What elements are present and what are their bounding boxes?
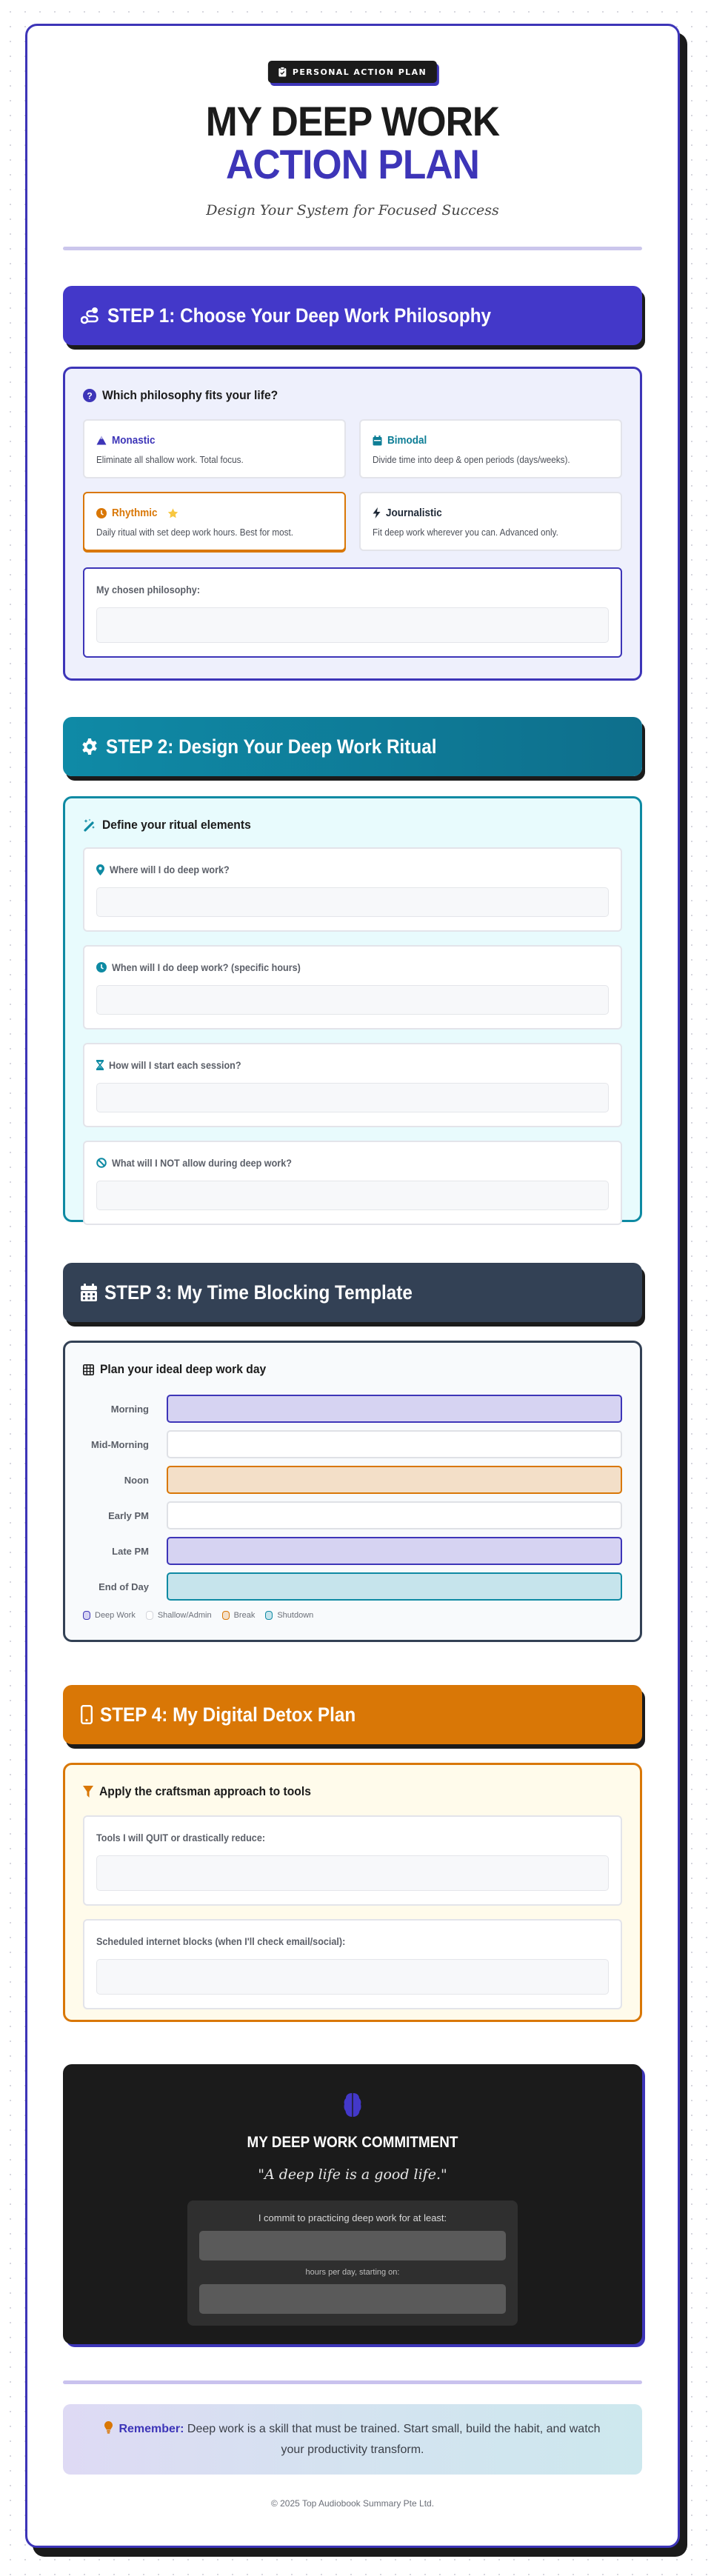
- legend-shutdown: Shutdown: [265, 1611, 313, 1620]
- page-subtitle: Design Your System for Focused Success: [206, 202, 499, 218]
- time-block-mid-morning[interactable]: [167, 1430, 622, 1458]
- clock-icon: [96, 508, 107, 518]
- ritual-field-start: How will I start each session?: [83, 1043, 622, 1127]
- lightbulb-icon: [104, 2421, 113, 2434]
- step-4-panel: [63, 1763, 642, 2022]
- time-block-row: End of Day: [83, 1572, 622, 1601]
- ritual-not-allow-input[interactable]: [96, 1181, 609, 1210]
- commitment-start-label: hours per day, starting on:: [305, 2268, 400, 2277]
- ritual-field-where: Where will I do deep work?: [83, 847, 622, 932]
- footer-divider: [63, 2380, 642, 2384]
- ritual-field-when: When will I do deep work? (specific hours): [83, 945, 622, 1030]
- step-1-header: [63, 286, 642, 345]
- time-block-end-of-day[interactable]: [167, 1572, 622, 1601]
- legend-deep-work: Deep Work: [83, 1611, 136, 1620]
- phone-icon: [81, 1705, 93, 1724]
- time-block-row: Early PM: [83, 1501, 622, 1529]
- header-divider: [63, 247, 642, 250]
- time-block-row: Morning: [83, 1395, 622, 1423]
- step-2-header: [63, 717, 642, 776]
- step-2-panel: [63, 796, 642, 1222]
- detox-internet-blocks-input[interactable]: [96, 1959, 609, 1995]
- philosophy-options: [83, 419, 622, 551]
- step-1-title: STEP 1: Choose Your Deep Work Philosophy: [107, 304, 492, 327]
- question-circle-icon: [83, 389, 96, 402]
- step-3-title: STEP 3: My Time Blocking Template: [104, 1281, 413, 1304]
- brain-icon: [344, 2092, 361, 2118]
- calendar-icon: [373, 436, 382, 446]
- remember-callout: [63, 2404, 642, 2475]
- step-4-panel-title: Apply the craftsman approach to tools: [99, 1784, 311, 1798]
- copyright: © 2025 Top Audiobook Summary Pte Ltd.: [270, 2498, 435, 2509]
- detox-quit-input[interactable]: [96, 1855, 609, 1891]
- calendar-grid-icon: [81, 1284, 97, 1301]
- title-line-1: MY DEEP WORK: [205, 98, 500, 144]
- time-block-row: Late PM: [83, 1537, 622, 1565]
- ritual-field-not-allow: What will I NOT allow during deep work?: [83, 1141, 622, 1225]
- bolt-icon: [373, 507, 381, 518]
- commitment-hours-label: I commit to practicing deep work for at least:: [258, 2212, 447, 2223]
- page-title: [86, 100, 618, 186]
- time-block-late-pm[interactable]: [167, 1537, 622, 1565]
- step-4-title: STEP 4: My Digital Detox Plan: [100, 1703, 356, 1726]
- step-1-question: ? Which philosophy fits your life?: [83, 387, 622, 404]
- philosophy-option-bimodal[interactable]: Bimodal Divide time into deep & open periods (days/weeks).: [359, 419, 622, 478]
- time-block-noon[interactable]: [167, 1466, 622, 1494]
- step-3-header: [63, 1263, 642, 1322]
- remember-label: Remember:: [118, 2423, 184, 2435]
- badge-label: PERSONAL ACTION PLAN: [292, 67, 427, 77]
- magic-wand-icon: [83, 818, 96, 832]
- clipboard-check-icon: [278, 67, 287, 77]
- svg-text:?: ?: [87, 390, 93, 401]
- clock-icon: [96, 962, 107, 972]
- step-4-header: [63, 1685, 642, 1744]
- step-2-panel-title: Define your ritual elements: [102, 818, 251, 832]
- step-3-panel-title: Plan your ideal deep work day: [100, 1362, 267, 1376]
- time-block-legend: [83, 1611, 622, 1620]
- route-icon: [81, 307, 100, 324]
- gear-icon: [81, 738, 99, 755]
- time-block-row: Noon: [83, 1466, 622, 1494]
- legend-shallow-admin: Shallow/Admin: [146, 1611, 212, 1620]
- philosophy-option-monastic[interactable]: Monastic Eliminate all shallow work. Total focus.: [83, 419, 346, 478]
- philosophy-option-journalistic[interactable]: Journalistic Fit deep work wherever you can. Advanced only.: [359, 492, 622, 551]
- hourglass-icon: [96, 1060, 104, 1070]
- star-icon: [167, 508, 178, 518]
- location-pin-icon: [96, 864, 104, 875]
- philosophy-option-rhythmic[interactable]: Rhythmic Daily ritual with set deep work hours. Best for most.: [83, 492, 346, 551]
- time-block-list: [83, 1395, 622, 1601]
- ritual-when-input[interactable]: [96, 985, 609, 1015]
- time-block-morning[interactable]: [167, 1395, 622, 1423]
- chosen-philosophy-label: My chosen philosophy:: [96, 584, 201, 595]
- remember-text: Deep work is a skill that must be trained. Start small, build the habit, and watch your productivity transform.: [184, 2423, 601, 2456]
- commitment-start-input[interactable]: [199, 2284, 506, 2314]
- detox-field-quit: Tools I will QUIT or drastically reduce:: [83, 1815, 622, 1906]
- copyright-icon: ©: [270, 2498, 278, 2509]
- ritual-where-input[interactable]: [96, 887, 609, 917]
- step-3-panel: [63, 1341, 642, 1642]
- ritual-start-input[interactable]: [96, 1083, 609, 1112]
- title-line-2: ACTION PLAN: [226, 141, 479, 187]
- legend-break: Break: [222, 1611, 256, 1620]
- mountain-icon: [96, 436, 107, 445]
- chosen-philosophy-input[interactable]: [96, 607, 609, 643]
- table-grid-icon: [83, 1364, 94, 1375]
- step-2-title: STEP 2: Design Your Deep Work Ritual: [106, 735, 437, 758]
- chosen-philosophy-box: [83, 567, 622, 658]
- commitment-title: MY DEEP WORK COMMITMENT: [247, 2134, 458, 2151]
- commitment-card: [63, 2064, 642, 2344]
- time-block-early-pm[interactable]: [167, 1501, 622, 1529]
- funnel-icon: [83, 1786, 93, 1798]
- ban-icon: [96, 1158, 107, 1168]
- detox-field-internet-blocks: Scheduled internet blocks (when I'll check email/social):: [83, 1919, 622, 2009]
- action-plan-sheet: [25, 24, 680, 2548]
- personal-action-plan-badge: [268, 61, 437, 83]
- time-block-row: Mid-Morning: [83, 1430, 622, 1458]
- commitment-hours-input[interactable]: [199, 2231, 506, 2260]
- step-1-panel: [63, 367, 642, 681]
- commitment-quote: "A deep life is a good life.": [258, 2166, 447, 2183]
- commitment-form: [187, 2200, 518, 2326]
